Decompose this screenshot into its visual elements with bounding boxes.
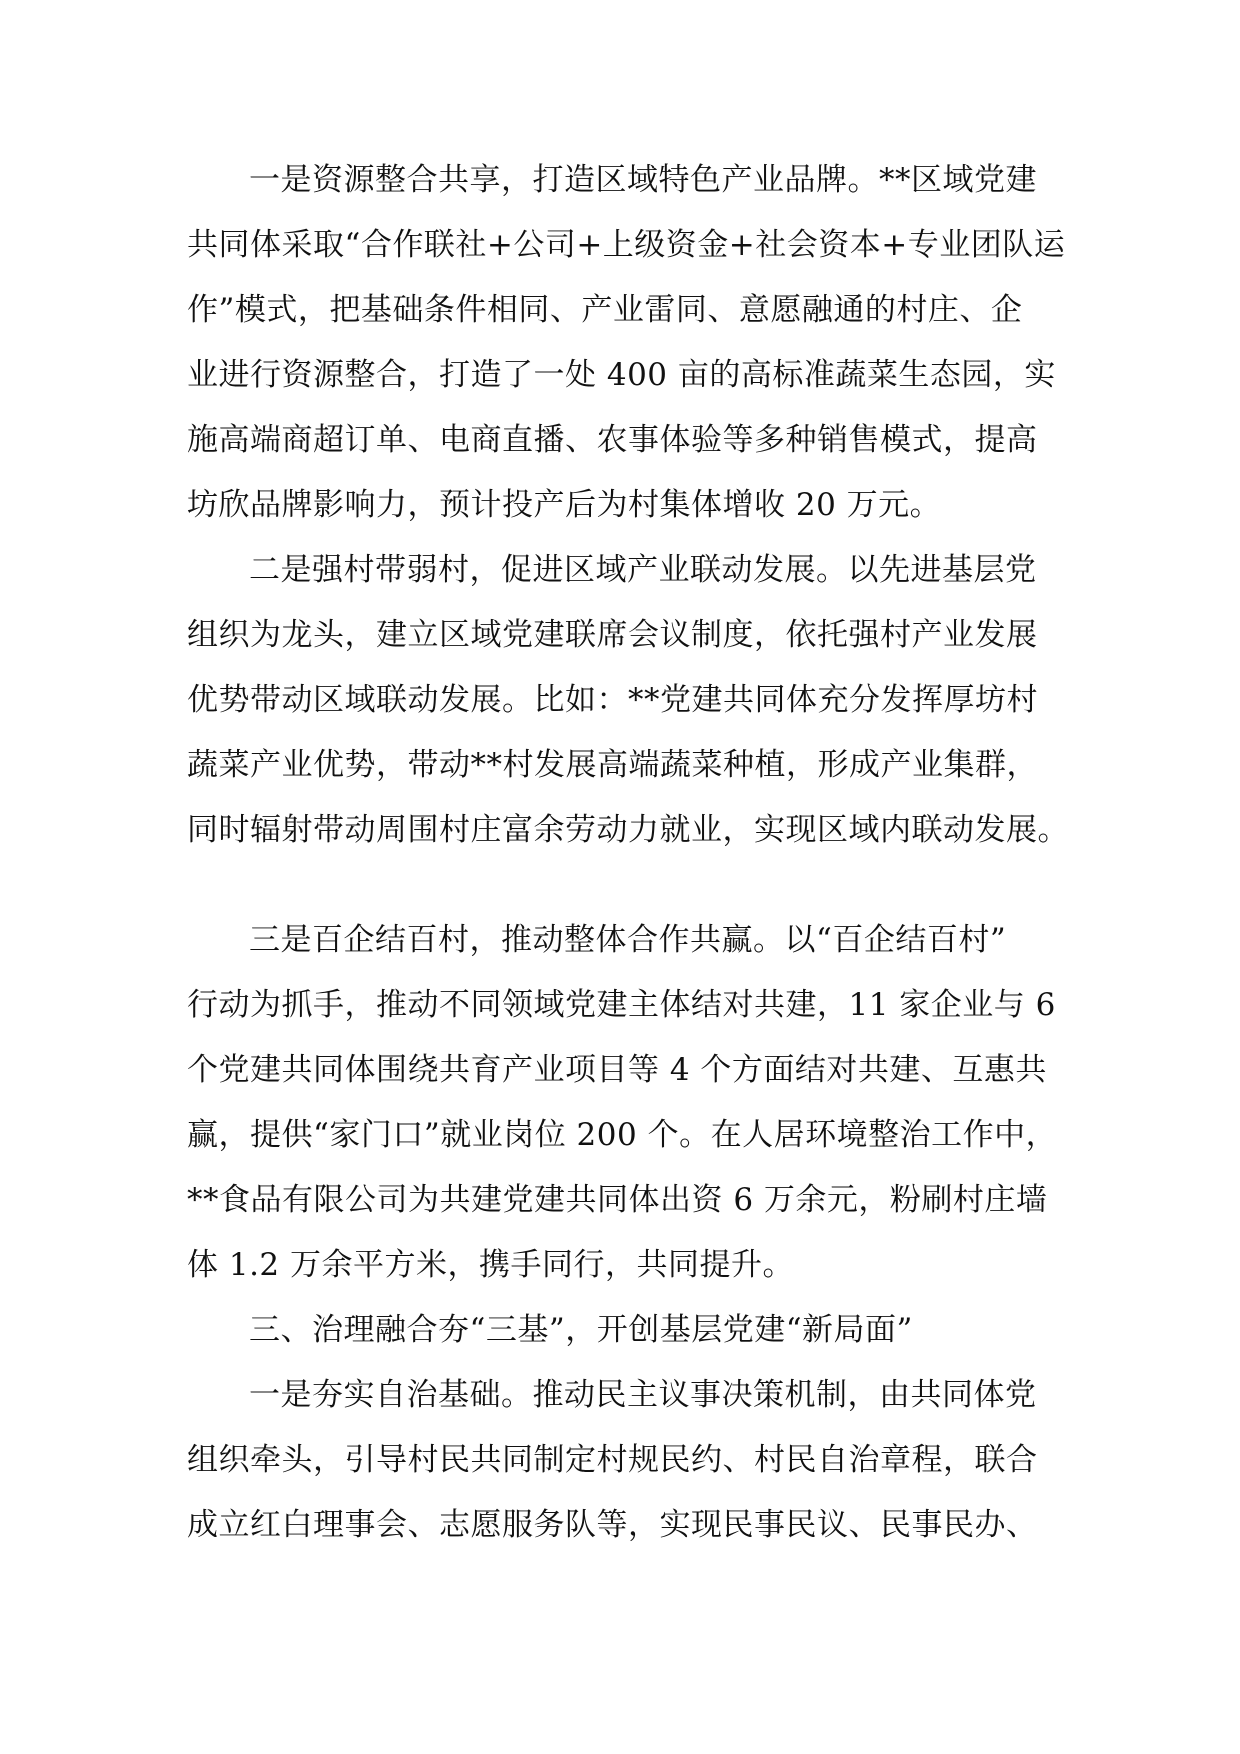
text-line: 坊欣品牌影响力，预计投产后为村集体增收 20 万元。 [187,487,942,523]
text-line: 组织为龙头，建立区域党建联席会议制度，依托强村产业发展 [187,617,1038,653]
text-line: 赢，提供“家门口”就业岗位 200 个。在人居环境整治工作中， [187,1117,1058,1153]
text-line: 优势带动区域联动发展。比如：**党建共同体充分发挥厚坊村 [187,682,1038,718]
paragraph-block-1 [187,148,1067,863]
text-line: 业进行资源整合，打造了一处 400 亩的高标准蔬菜生态园，实 [187,357,1056,393]
paragraph-block-2 [187,908,1067,1558]
text-line: 二是强村带弱村，促进区域产业联动发展。以先进基层党 [249,552,1037,588]
text-line: 体 1.2 万余平方米，携手同行，共同提升。 [187,1247,795,1283]
section-heading: 三、治理融合夯“三基”，开创基层党建“新局面” [249,1312,913,1348]
text-line: 一是资源整合共享，打造区域特色产业品牌。**区域党建 [249,162,1037,198]
text-line: 行动为抓手，推动不同领域党建主体结对共建，11 家企业与 6 [187,987,1056,1023]
text-line: 组织牵头，引导村民共同制定村规民约、村民自治章程，联合 [187,1442,1038,1478]
text-line: 成立红白理事会、志愿服务队等，实现民事民议、民事民办、 [187,1507,1038,1543]
text-line: 施高端商超订单、电商直播、农事体验等多种销售模式，提高 [187,422,1038,458]
text-line: 同时辐射带动周围村庄富余劳动力就业，实现区域内联动发展。 [187,812,1069,848]
text-line: 一是夯实自治基础。推动民主议事决策机制，由共同体党 [249,1377,1037,1413]
text-line: 共同体采取“合作联社+公司+上级资金+社会资本+专业团队运 [187,227,1066,263]
text-line: **食品有限公司为共建党建共同体出资 6 万余元，粉刷村庄墙 [187,1182,1048,1218]
text-line: 个党建共同体围绕共育产业项目等 4 个方面结对共建、互惠共 [187,1052,1047,1088]
text-line: 蔬菜产业优势，带动**村发展高端蔬菜种植，形成产业集群， [187,747,1038,783]
text-line: 作”模式，把基础条件相同、产业雷同、意愿融通的村庄、企 [187,292,1023,328]
text-line: 三是百企结百村，推动整体合作共赢。以“百企结百村” [249,922,1007,958]
